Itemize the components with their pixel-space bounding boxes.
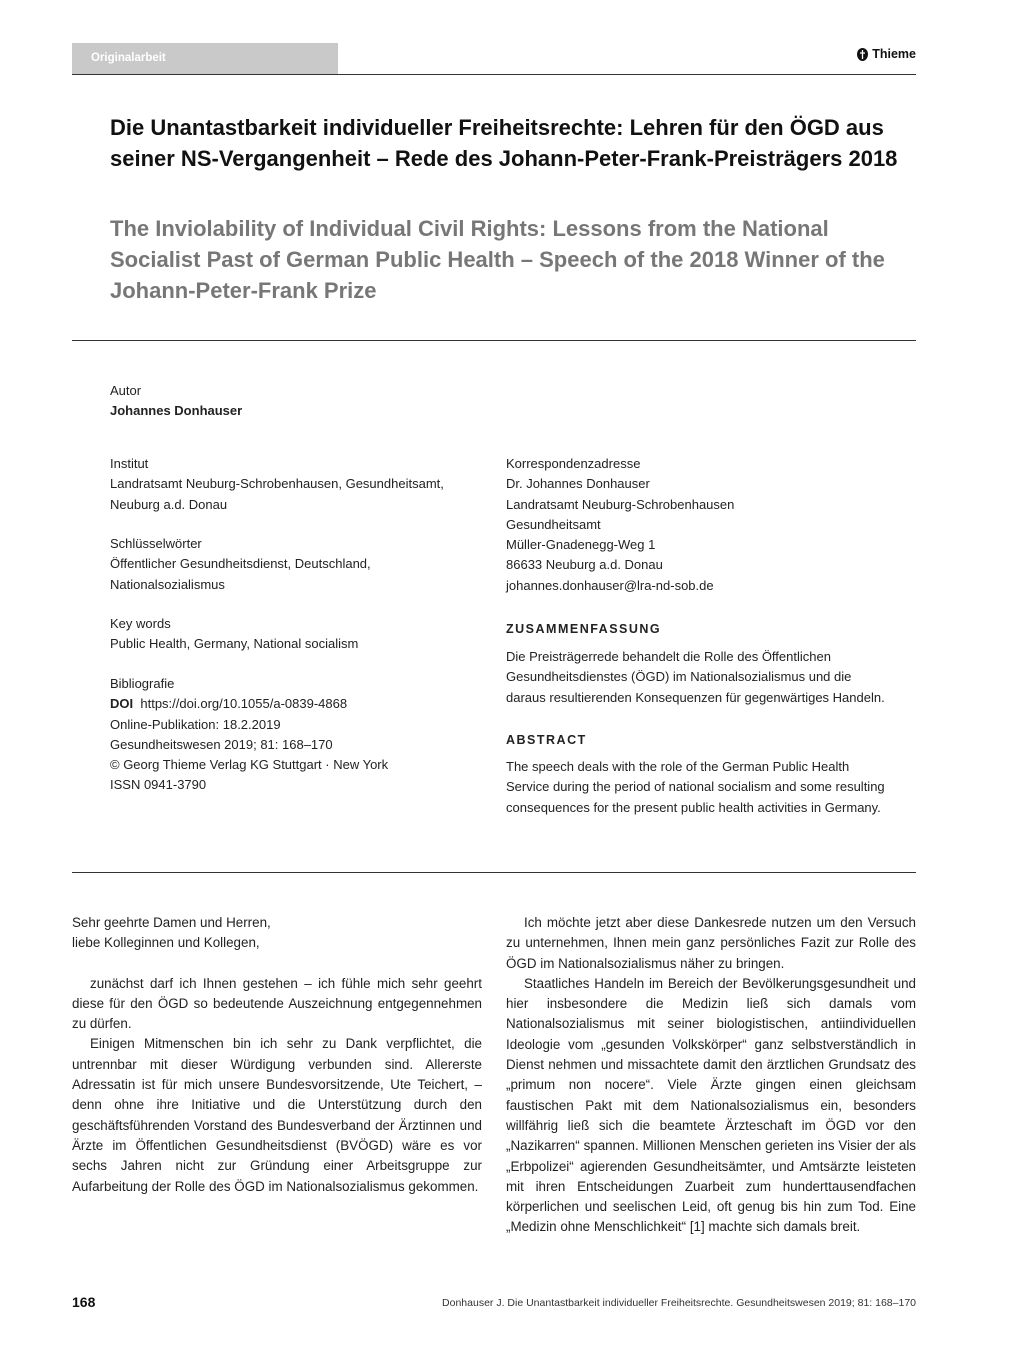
header-rule	[72, 74, 916, 75]
institute-line: Neuburg a.d. Donau	[110, 496, 228, 512]
correspondence-block	[506, 454, 896, 596]
publisher-logo	[857, 47, 916, 61]
doi-label: DOI	[110, 696, 134, 712]
bibliography-line: Gesundheitswesen 2019; 81: 168–170	[110, 736, 333, 752]
correspondence-label: Korrespondenzadresse	[506, 456, 641, 471]
author-name: Johannes Donhauser	[110, 403, 243, 419]
institute-line: Landratsamt Neuburg-Schrobenhausen, Gesundheitsamt,	[110, 476, 444, 492]
publisher-name: Thieme	[872, 47, 916, 61]
bibliography-block	[110, 674, 490, 796]
correspondence-line: Müller-Gnadenegg-Weg 1	[506, 537, 656, 553]
correspondence-line: Landratsamt Neuburg-Schrobenhausen	[506, 496, 735, 512]
paragraph-gap	[72, 954, 482, 974]
title-english: The Inviolability of Individual Civil Rights: Lessons from the National Socialist Past of German Public Health – Speech of the 2018 Winner of the Johann-Peter-Frank Prize	[110, 216, 885, 303]
title-german: Die Unantastbarkeit individueller Freiheitsrechte: Lehren für den ÖGD aus seiner NS-Vergangenheit – Rede des Johann-Peter-Frank-Preisträgers 2018	[110, 115, 898, 171]
institute-label: Institut	[110, 456, 149, 471]
body-paragraph: Ich möchte jetzt aber diese Dankesrede nutzen um den Versuch zu unternehmen, Ihnen mein ganz persönliches Fazit zur Rolle des ÖGD im Nationalsozialismus näher zu bringen.	[506, 915, 916, 971]
keywords-en-label: Key words	[110, 616, 171, 631]
keywords-en-block	[110, 614, 490, 655]
bibliography-line: © Georg Thieme Verlag KG Stuttgart · New York	[110, 757, 389, 773]
title-rule	[72, 340, 916, 341]
salutation-line: Sehr geehrte Damen und Herren,	[72, 915, 271, 930]
body-left-column	[72, 913, 482, 1197]
abstract-rule	[72, 872, 916, 873]
correspondence-email[interactable]: johannes.donhauser@lra-nd-sob.de	[506, 577, 714, 593]
abstract-heading: ABSTRACT	[506, 733, 587, 747]
correspondence-line: 86633 Neuburg a.d. Donau	[506, 557, 663, 573]
keywords-de-line: Nationalsozialismus	[110, 576, 225, 592]
correspondence-line: Gesundheitsamt	[506, 516, 601, 532]
keywords-de-label: Schlüsselwörter	[110, 536, 202, 551]
body-paragraph: zunächst darf ich Ihnen gestehen – ich fühle mich sehr geehrt diese für den ÖGD so bedeutende Auszeichnung entgegennehmen zu dürfen.	[72, 975, 482, 1032]
salutation-line: liebe Kolleginnen und Kollegen,	[72, 935, 260, 951]
body-right-column	[506, 913, 916, 1238]
abstract-text: The speech deals with the role of the German Public Health Service during the period of national socialism and some resulting consequences for the present public health activities in Germany.	[506, 759, 885, 815]
doi-line	[110, 694, 490, 714]
keywords-de-block	[110, 534, 490, 595]
section-badge: Originalarbeit	[72, 43, 338, 74]
bibliography-line: Online-Publikation: 18.2.2019	[110, 716, 281, 732]
keywords-en-line: Public Health, Germany, National socialism	[110, 636, 359, 652]
page-number: 168	[72, 1294, 96, 1310]
zusammenfassung-heading: ZUSAMMENFASSUNG	[506, 622, 662, 636]
footer-citation: Donhauser J. Die Unantastbarkeit individueller Freiheitsrechte. Gesundheitswesen 2019; 81: 168–170	[442, 1297, 916, 1309]
institute-block	[110, 454, 490, 515]
thieme-logo-icon	[857, 48, 868, 61]
author-block	[110, 381, 242, 422]
body-paragraph: Einigen Mitmenschen bin ich sehr zu Dank verpflichtet, die untrennbar mit dieser Würdigung verbunden sind. Allererste Adressatin ist für mich unsere Bundesvorsitzende, Ute Teichert, – denn ohne ihre Initiative und die Unterstützung durch den geschäftsführenden Vorstand des Bundesverband der Ärztinnen und Ärzte im Öffentlichen Gesundheitsdienst (BVÖGD) wäre es vor sechs Jahren nicht zur Gründung einer Arbeitsgruppe zur Aufarbeitung der Rolle des ÖGD im Nationalsozialismus gekommen.	[72, 1036, 482, 1194]
correspondence-line: Dr. Johannes Donhauser	[506, 476, 650, 492]
doi-link[interactable]: https://doi.org/10.1055/a-0839-4868	[140, 696, 348, 712]
bibliography-line: ISSN 0941-3790	[110, 777, 207, 793]
bibliography-label: Bibliografie	[110, 676, 175, 691]
keywords-de-line: Öffentlicher Gesundheitsdienst, Deutschland,	[110, 556, 371, 572]
zusammenfassung-text: Die Preisträgerrede behandelt die Rolle des Öffentlichen Gesundheitsdienstes (ÖGD) im Nationalsozialismus und die daraus resultierenden Konsequenzen für gegenwärtiges Handeln.	[506, 649, 885, 705]
author-label: Autor	[110, 383, 142, 398]
body-paragraph: Staatliches Handeln im Bereich der Bevölkerungsgesundheit und hier insbesondere die Medizin ließ sich damals vom Nationalsozialismus mit seiner biologistischen, antiindividuellen Ideologie vom „gesunden Volkskörper“ ganz selbstverständlich in Dienst nehmen und missachtete damit den ärztlichen Grundsatz des „primum non nocere“. Viele Ärzte gingen einen gleichsam faustischen Pakt mit dem Nationalsozialismus ein, besonders willfährig ließ sich die beamtete Ärzteschaft im ÖGD vor den „Nazikarren“ spannen. Millionen Menschen gerieten ins Visier der als „Erbpolizei“ agierenden Gesundheitsämter, und Amtsärzte leisteten mit ihren Entscheidungen Zuarbeit zum hunderttausendfachen körperlichen und seelischen Leid, oft genug bis hin zum Tod. Eine „Medizin ohne Menschlichkeit“ [1] machte sich damals breit.	[506, 975, 916, 1235]
